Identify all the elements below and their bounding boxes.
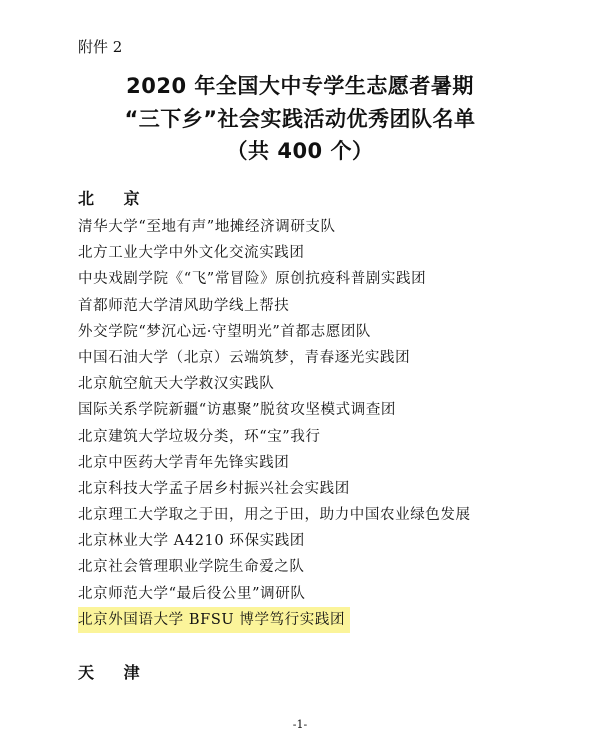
list-item: 北京中医药大学青年先锋实践团: [78, 454, 290, 471]
list-item: 北京建筑大学垃圾分类，环“宝”我行: [78, 428, 321, 445]
list-item-highlighted: 北京外国语大学 BFSU 博学笃行实践团: [78, 607, 350, 633]
list-item: 清华大学“至地有声”地摊经济调研支队: [78, 219, 336, 235]
page-number: -1-: [292, 718, 308, 731]
document-title-line-1: 2020 年全国大中专学生志愿者暑期: [126, 74, 474, 98]
list-item: 北京科技大学孟子居乡村振兴社会实践团: [78, 480, 350, 497]
document-title-line-2: “三下乡”社会实践活动优秀团队名单: [124, 107, 476, 131]
list-item: 北京师范大学“最后役公里”调研队: [78, 585, 306, 602]
section-heading-beijing: 北 京: [78, 189, 152, 208]
attachment-label: 附件 2: [78, 38, 123, 56]
team-list-beijing: [78, 214, 471, 633]
list-item: 北京航空航天大学救汉实践队: [78, 376, 275, 393]
list-item: 外交学院“梦沉心远·守望明光”首都志愿团队: [78, 323, 372, 340]
section-heading-tianjin: 天 津: [78, 663, 152, 682]
list-item: 首都师范大学清风助学线上帮扶: [78, 297, 290, 314]
list-item: 北京社会管理职业学院生命爱之队: [78, 559, 305, 576]
list-item: 北京理工大学取之于田，用之于田，助力中国农业绿色发展: [78, 507, 471, 524]
list-item: 国际关系学院新疆“访惠聚”脱贫攻坚模式调查团: [78, 402, 397, 419]
list-item: 北京林业大学 A4210 环保实践团: [78, 533, 305, 550]
list-item: 中央戏剧学院《“飞”常冒险》原创抗疫科普剧实践团: [78, 271, 427, 288]
list-item: 北方工业大学中外文化交流实践团: [78, 245, 305, 262]
document-title-line-3: （共 400 个）: [226, 139, 374, 163]
list-item: 中国石油大学（北京）云端筑梦，青春逐光实践团: [78, 349, 411, 366]
